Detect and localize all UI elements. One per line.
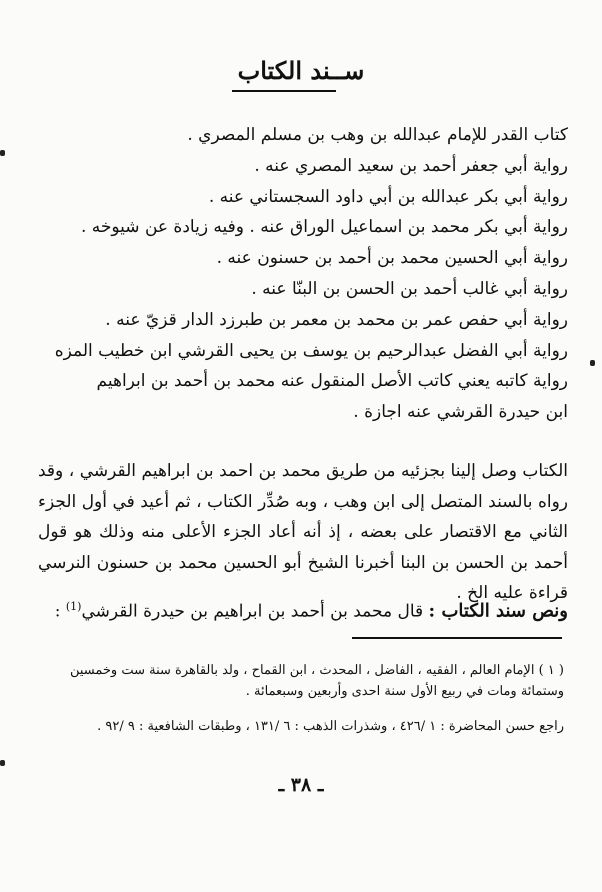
footnote-ref: (1) — [65, 600, 82, 613]
chain-line: رواية أبي الحسين محمد بن أحمد بن حسنون عنه . — [216, 248, 568, 269]
sanad-text: قال محمد بن أحمد بن ابراهيم بن حيدرة القرشي — [81, 601, 424, 622]
page-number: ـ ٣٨ ـ — [278, 774, 324, 796]
footnote: راجع حسن المحاضرة : ١ /٤٢٦ ، وشذرات الذهب : ٦ /١٣١ ، وطبقات الشافعية : ٩ /٩٢ . — [97, 719, 564, 734]
footnote: ( ١ ) الإمام العالم ، الفقيه ، الفاضل ، المحدث ، ابن القماح ، ولد بالقاهرة سنة ست وخمسين وستمائة ومات في ربيع الأول سنة احدى وأربعين وسبعمائة . — [69, 663, 564, 699]
chain-line: كتاب القدر للإمام عبدالله بن وهب بن مسلم المصري . — [187, 125, 568, 145]
chain-line: رواية كاتبه يعني كاتب الأصل المنقول عنه محمد بن أحمد بن ابراهيم — [96, 371, 568, 392]
chain-line: رواية أبي بكر عبدالله بن أبي داود السجستاني عنه . — [208, 186, 568, 207]
transmission-chain — [40, 120, 568, 428]
sanad-heading: ونص سند الكتاب : — [428, 600, 568, 622]
footnote-separator — [352, 637, 562, 639]
margin-speck — [590, 360, 595, 366]
chain-line: رواية أبي غالب أحمد بن الحسن بن البنّا عنه . — [251, 278, 568, 299]
chain-line: رواية أبي حفص عمر بن محمد بن معمر بن طبرزد الدار قزيّ عنه . — [105, 309, 568, 330]
page-title: ســند الكتاب — [237, 56, 365, 85]
title-underline — [232, 90, 336, 92]
chain-line: رواية أبي الفضل عبدالرحيم بن يوسف بن يحيى القرشي ابن خطيب المزه — [54, 340, 568, 361]
body-paragraph: الكتاب وصل إلينا بجزئيه من طريق محمد بن احمد بن ابراهيم القرشي ، وقد رواه بالسند المتصل إلى ابن وهب ، وبه صُدِّر الكتاب ، ثم أعيد في أول الجزء الثاني مع الاقتصار على بعضه ، إذ أنه أعاد الجزء الأعلى منه وذلك هو قول أحمد بن الحسن بن البنا أخبرنا الشيخ أبو الحسين محمد بن حسنون النرسي قراءة عليه الخ . — [38, 461, 568, 603]
margin-speck — [0, 760, 5, 766]
sanad-end: : — [54, 601, 66, 622]
chain-line: ابن حيدرة القرشي عنه اجازة . — [353, 402, 568, 423]
chain-line: رواية أبي جعفر أحمد بن سعيد المصري عنه . — [254, 155, 568, 176]
sanad-line — [40, 600, 568, 622]
margin-speck — [0, 150, 5, 156]
chain-line: رواية أبي بكر محمد بن اسماعيل الوراق عنه . وفيه زيادة عن شيوخه . — [80, 217, 568, 238]
